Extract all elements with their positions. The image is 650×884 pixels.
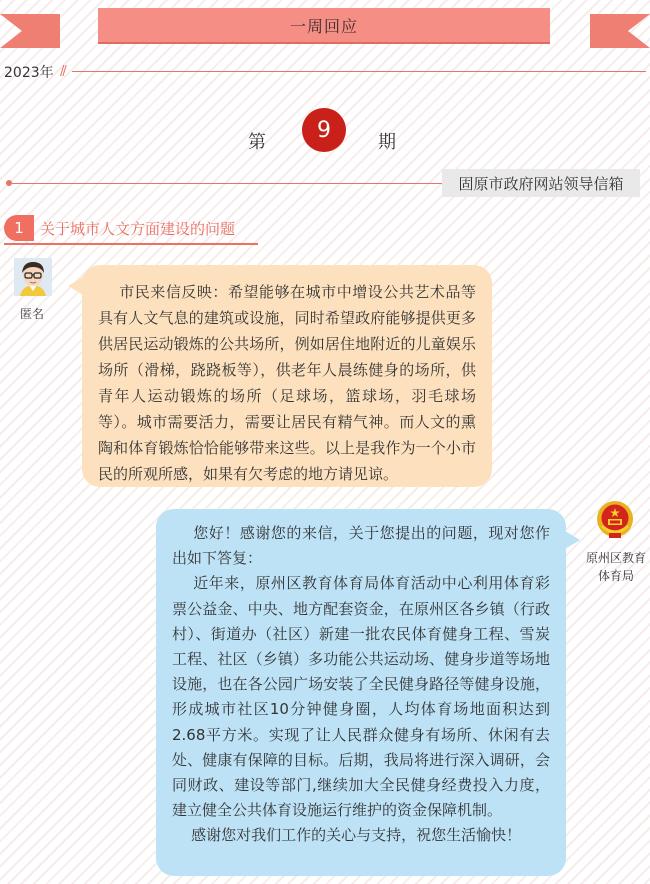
source-label: 固原市政府网站领导信箱 — [442, 169, 640, 197]
question-number-badge: 1 — [4, 215, 34, 241]
question-bubble — [82, 265, 492, 487]
source-divider — [12, 183, 444, 184]
answer-text: 您好！感谢您的来信，关于您提出的问题，现对您作出如下答复： 近年来，原州区教育体育局体育活动中心利用体育彩票公益金、中央、地方配套资金，在原州区各乡镇（行政村）、街道办（社区）新建一批农民体育健身工程、雪炭工程、社区（乡镇）多功能公共运动场、健身步道等场地设施，也在各公园广场安装了全民健身路径等健身设施，形成城市社区10分钟健身圈，人均体育场地面积达到2.68平方米。实现了让人民群众健身有场所、休闲有去处、健康有保障的目标。后期，我局将进行深入调研，会同财政、建设等部门,继续加大全民健身经费投入力度，建立健全公共体育设施运行维护的资金保障机制。 感谢您对我们工作的关心与支持，祝您生活愉快！ — [172, 524, 550, 845]
year-divider — [72, 71, 646, 72]
question-author: 匿名 — [20, 307, 45, 321]
answer-author: 原州区教育体育局 — [585, 551, 646, 583]
answer-bubble — [156, 509, 566, 876]
national-emblem-icon — [596, 500, 634, 540]
question-title: 关于城市人文方面建设的问题 — [40, 220, 236, 238]
question-text: 市民来信反映：希望能够在城市中增设公共艺术品等具有人文气息的建筑或设施，同时希望政府能够提供更多供居民运动锻炼的公共场所，例如居住地附近的儿童娱乐场所（滑梯，跷跷板等），供老年人晨练健身的场所，供青年人运动锻炼的场所（足球场，篮球场，羽毛球场等）。城市需要活力，需要让居民有精气神。而人文的熏陶和体育锻炼恰恰能够带来这些。以上是我作为一个小市民的所观所感，如果有欠考虑的地方请见谅。 — [98, 283, 476, 483]
ribbon-right-decoration — [590, 14, 650, 48]
ribbon-left-decoration — [0, 14, 60, 48]
issue-prefix: 第 — [248, 132, 266, 153]
question-title-underline — [4, 243, 258, 245]
issue-suffix: 期 — [378, 132, 396, 153]
year-slashes: // — [60, 64, 65, 79]
user-avatar-icon — [14, 258, 52, 296]
year-label: 2023年 — [4, 65, 54, 81]
banner-title: 一周回应 — [98, 8, 550, 42]
issue-number-badge: 9 — [302, 108, 346, 152]
